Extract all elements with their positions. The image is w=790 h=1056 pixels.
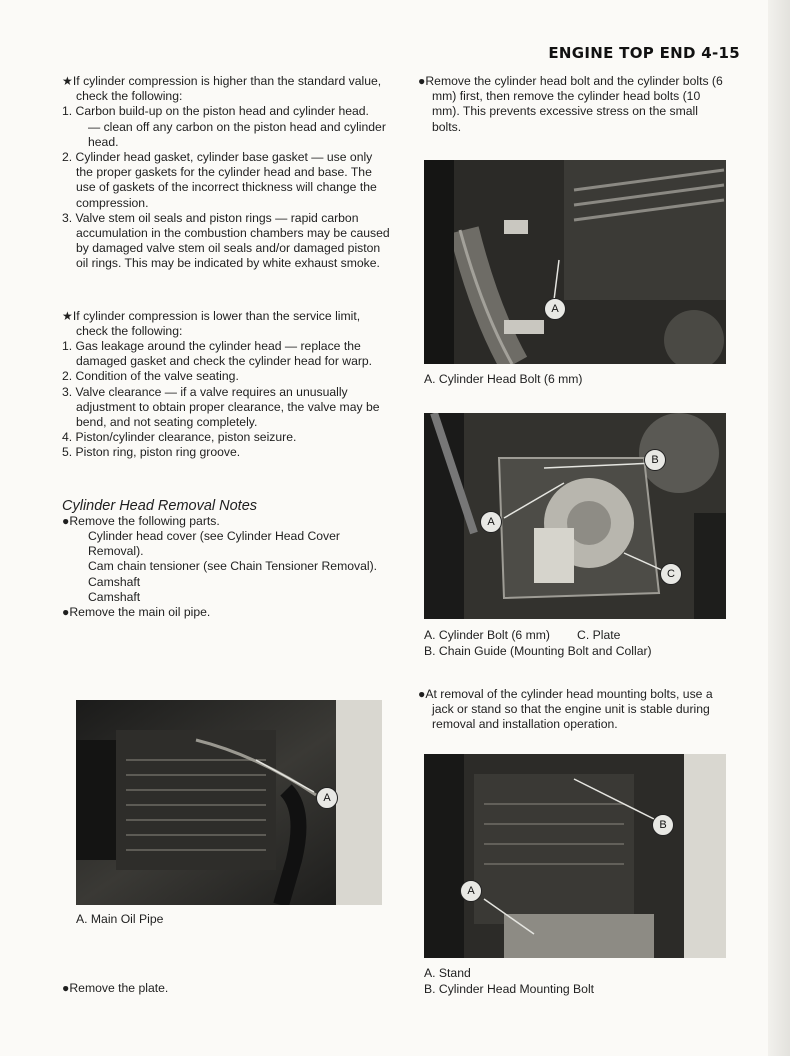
removal-intro: ●Remove the following parts. bbox=[62, 513, 220, 528]
callout-c: C bbox=[660, 563, 682, 585]
caption-line-2: B. Cylinder Head Mounting Bolt bbox=[424, 981, 595, 996]
high-item-1: 1. Carbon build-up on the piston head and cylinder head. bbox=[62, 104, 369, 119]
removal-part-2: Cam chain tensioner (see Chain Tensioner Removal). bbox=[88, 559, 378, 574]
callout-b: B bbox=[652, 814, 674, 836]
caption-line-1: A. Cylinder Bolt (6 mm) C. Plate bbox=[424, 628, 621, 642]
engine-photo-stand-image bbox=[424, 754, 726, 958]
callout-a: A bbox=[316, 787, 338, 809]
remove-oil-pipe: ●Remove the main oil pipe. bbox=[62, 605, 211, 620]
callout-a: A bbox=[544, 298, 566, 320]
removal-part-4: Camshaft bbox=[88, 589, 141, 604]
low-item-1: 1. Gas leakage around the cylinder head — replace the damaged gasket and check the cylinder head for warp. bbox=[62, 339, 373, 369]
low-item-5: 5. Piston ring, piston ring groove. bbox=[62, 445, 241, 460]
photo-caption-cylinder-bolt bbox=[424, 628, 652, 659]
low-compression-intro: ★If cylinder compression is lower than the service limit, check the following: bbox=[62, 308, 361, 338]
low-item-2: 2. Condition of the valve seating. bbox=[62, 369, 239, 384]
caption-line-2: B. Chain Guide (Mounting Bolt and Collar) bbox=[424, 643, 652, 658]
high-item-1-action: — clean off any carbon on the piston head and cylinder head. bbox=[88, 119, 386, 149]
low-item-3: 3. Valve clearance — if a valve requires an unusually adjustment to obtain proper clearance, the valve may be bend, and not seating completely. bbox=[62, 384, 380, 430]
callout-a: A bbox=[480, 511, 502, 533]
engine-photo-stand bbox=[424, 754, 726, 958]
high-compression-intro: ★If cylinder compression is higher than the standard value, check the following: bbox=[62, 74, 382, 104]
right-column bbox=[418, 74, 730, 135]
engine-photo-head-bolt-image bbox=[424, 160, 726, 364]
remove-plate-step: ●Remove the plate. bbox=[62, 981, 169, 995]
callout-b: B bbox=[644, 449, 666, 471]
caption-line-1: A. Stand bbox=[424, 966, 471, 980]
engine-photo-oil-pipe bbox=[76, 700, 382, 905]
photo-caption-stand bbox=[424, 966, 594, 997]
jack-stand-note: ●At removal of the cylinder head mounting bolts, use a jack or stand so that the engine unit is stable during removal and installation operation. bbox=[418, 687, 713, 732]
engine-photo-cylinder-bolt-image bbox=[424, 413, 726, 619]
page-binding-edge bbox=[768, 0, 790, 1056]
left-column bbox=[62, 74, 392, 620]
engine-photo-head-bolt bbox=[424, 160, 726, 364]
page-header: ENGINE TOP END 4-15 bbox=[548, 44, 740, 62]
section-title: Cylinder Head Removal Notes bbox=[62, 497, 258, 514]
engine-photo-cylinder-bolt bbox=[424, 413, 726, 619]
high-item-3: 3. Valve stem oil seals and piston rings — rapid carbon accumulation in the combustion chambers may be caused by damaged valve stem oil seals and/or damaged piston oil rings. This may be indicated by white exhaust smoke. bbox=[62, 210, 390, 271]
photo-caption-oil-pipe: A. Main Oil Pipe bbox=[76, 912, 164, 926]
low-item-4: 4. Piston/cylinder clearance, piston seizure. bbox=[62, 430, 297, 445]
removal-part-1: Cylinder head cover (see Cylinder Head Cover Removal). bbox=[88, 529, 340, 559]
jack-note-block bbox=[418, 687, 730, 733]
callout-a: A bbox=[460, 880, 482, 902]
bolts-removal-note: ●Remove the cylinder head bolt and the cylinder bolts (6 mm) first, then remove the cylinder head bolts (10 mm). This prevents excessive stress on the small bolts. bbox=[418, 74, 723, 134]
high-item-2: 2. Cylinder head gasket, cylinder base gasket — use only the proper gaskets for the cylinder head and base. The use of gaskets of the incorrect thickness will change the compression. bbox=[62, 150, 377, 210]
photo-caption-head-bolt: A. Cylinder Head Bolt (6 mm) bbox=[424, 372, 583, 386]
removal-part-3: Camshaft bbox=[88, 574, 141, 589]
